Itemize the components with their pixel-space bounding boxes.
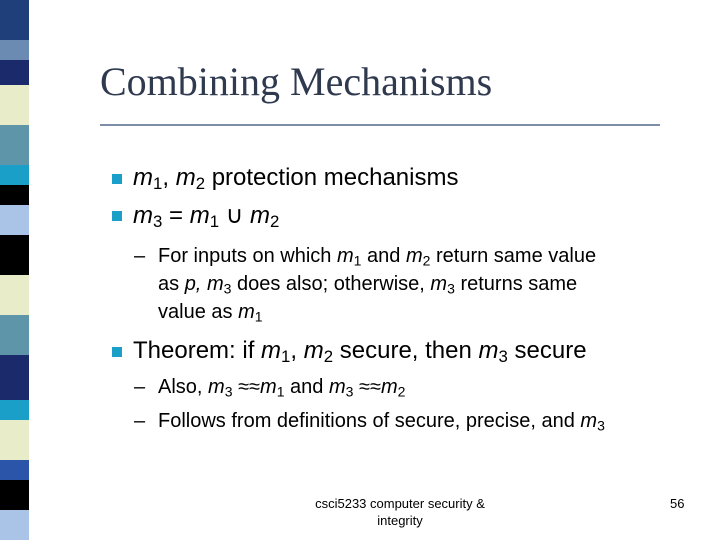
bullet-square-icon xyxy=(112,174,122,184)
sub-bullet-2a: Also, m3 ≈≈m1 and m3 ≈≈m2 xyxy=(158,376,406,400)
slide-title: Combining Mechanisms xyxy=(100,59,493,104)
bullet-1: m1, m2 protection mechanisms xyxy=(133,164,459,194)
bullet-square-icon xyxy=(112,211,122,221)
sub-bullet-dash: – xyxy=(134,245,146,267)
page-number: 56 xyxy=(670,496,685,511)
var-m: m xyxy=(133,164,153,191)
decorative-color-strip xyxy=(0,0,29,540)
union-operator: ∪ xyxy=(225,202,244,229)
sub-bullet-dash: – xyxy=(134,410,146,432)
title-underline xyxy=(100,124,660,126)
sub-bullet-1-line-3: value as m1 xyxy=(158,301,263,325)
bullet-square-icon xyxy=(112,347,122,357)
bullet-3: Theorem: if m1, m2 secure, then m3 secure xyxy=(133,337,587,367)
sub-bullet-1-line-1: For inputs on which m1 and m2 return same value xyxy=(158,245,597,269)
sub-bullet-2b: Follows from definitions of secure, precise, and m3 xyxy=(158,410,605,434)
footer-text: csci5233 computer security & integrity xyxy=(315,496,485,528)
sub-bullet-dash: – xyxy=(134,376,146,398)
sub-bullet-1-line-2: as p, m3 does also; otherwise, m3 returns same xyxy=(158,273,578,297)
bullet-2: m3 = m1 ∪ m2 xyxy=(133,202,280,232)
